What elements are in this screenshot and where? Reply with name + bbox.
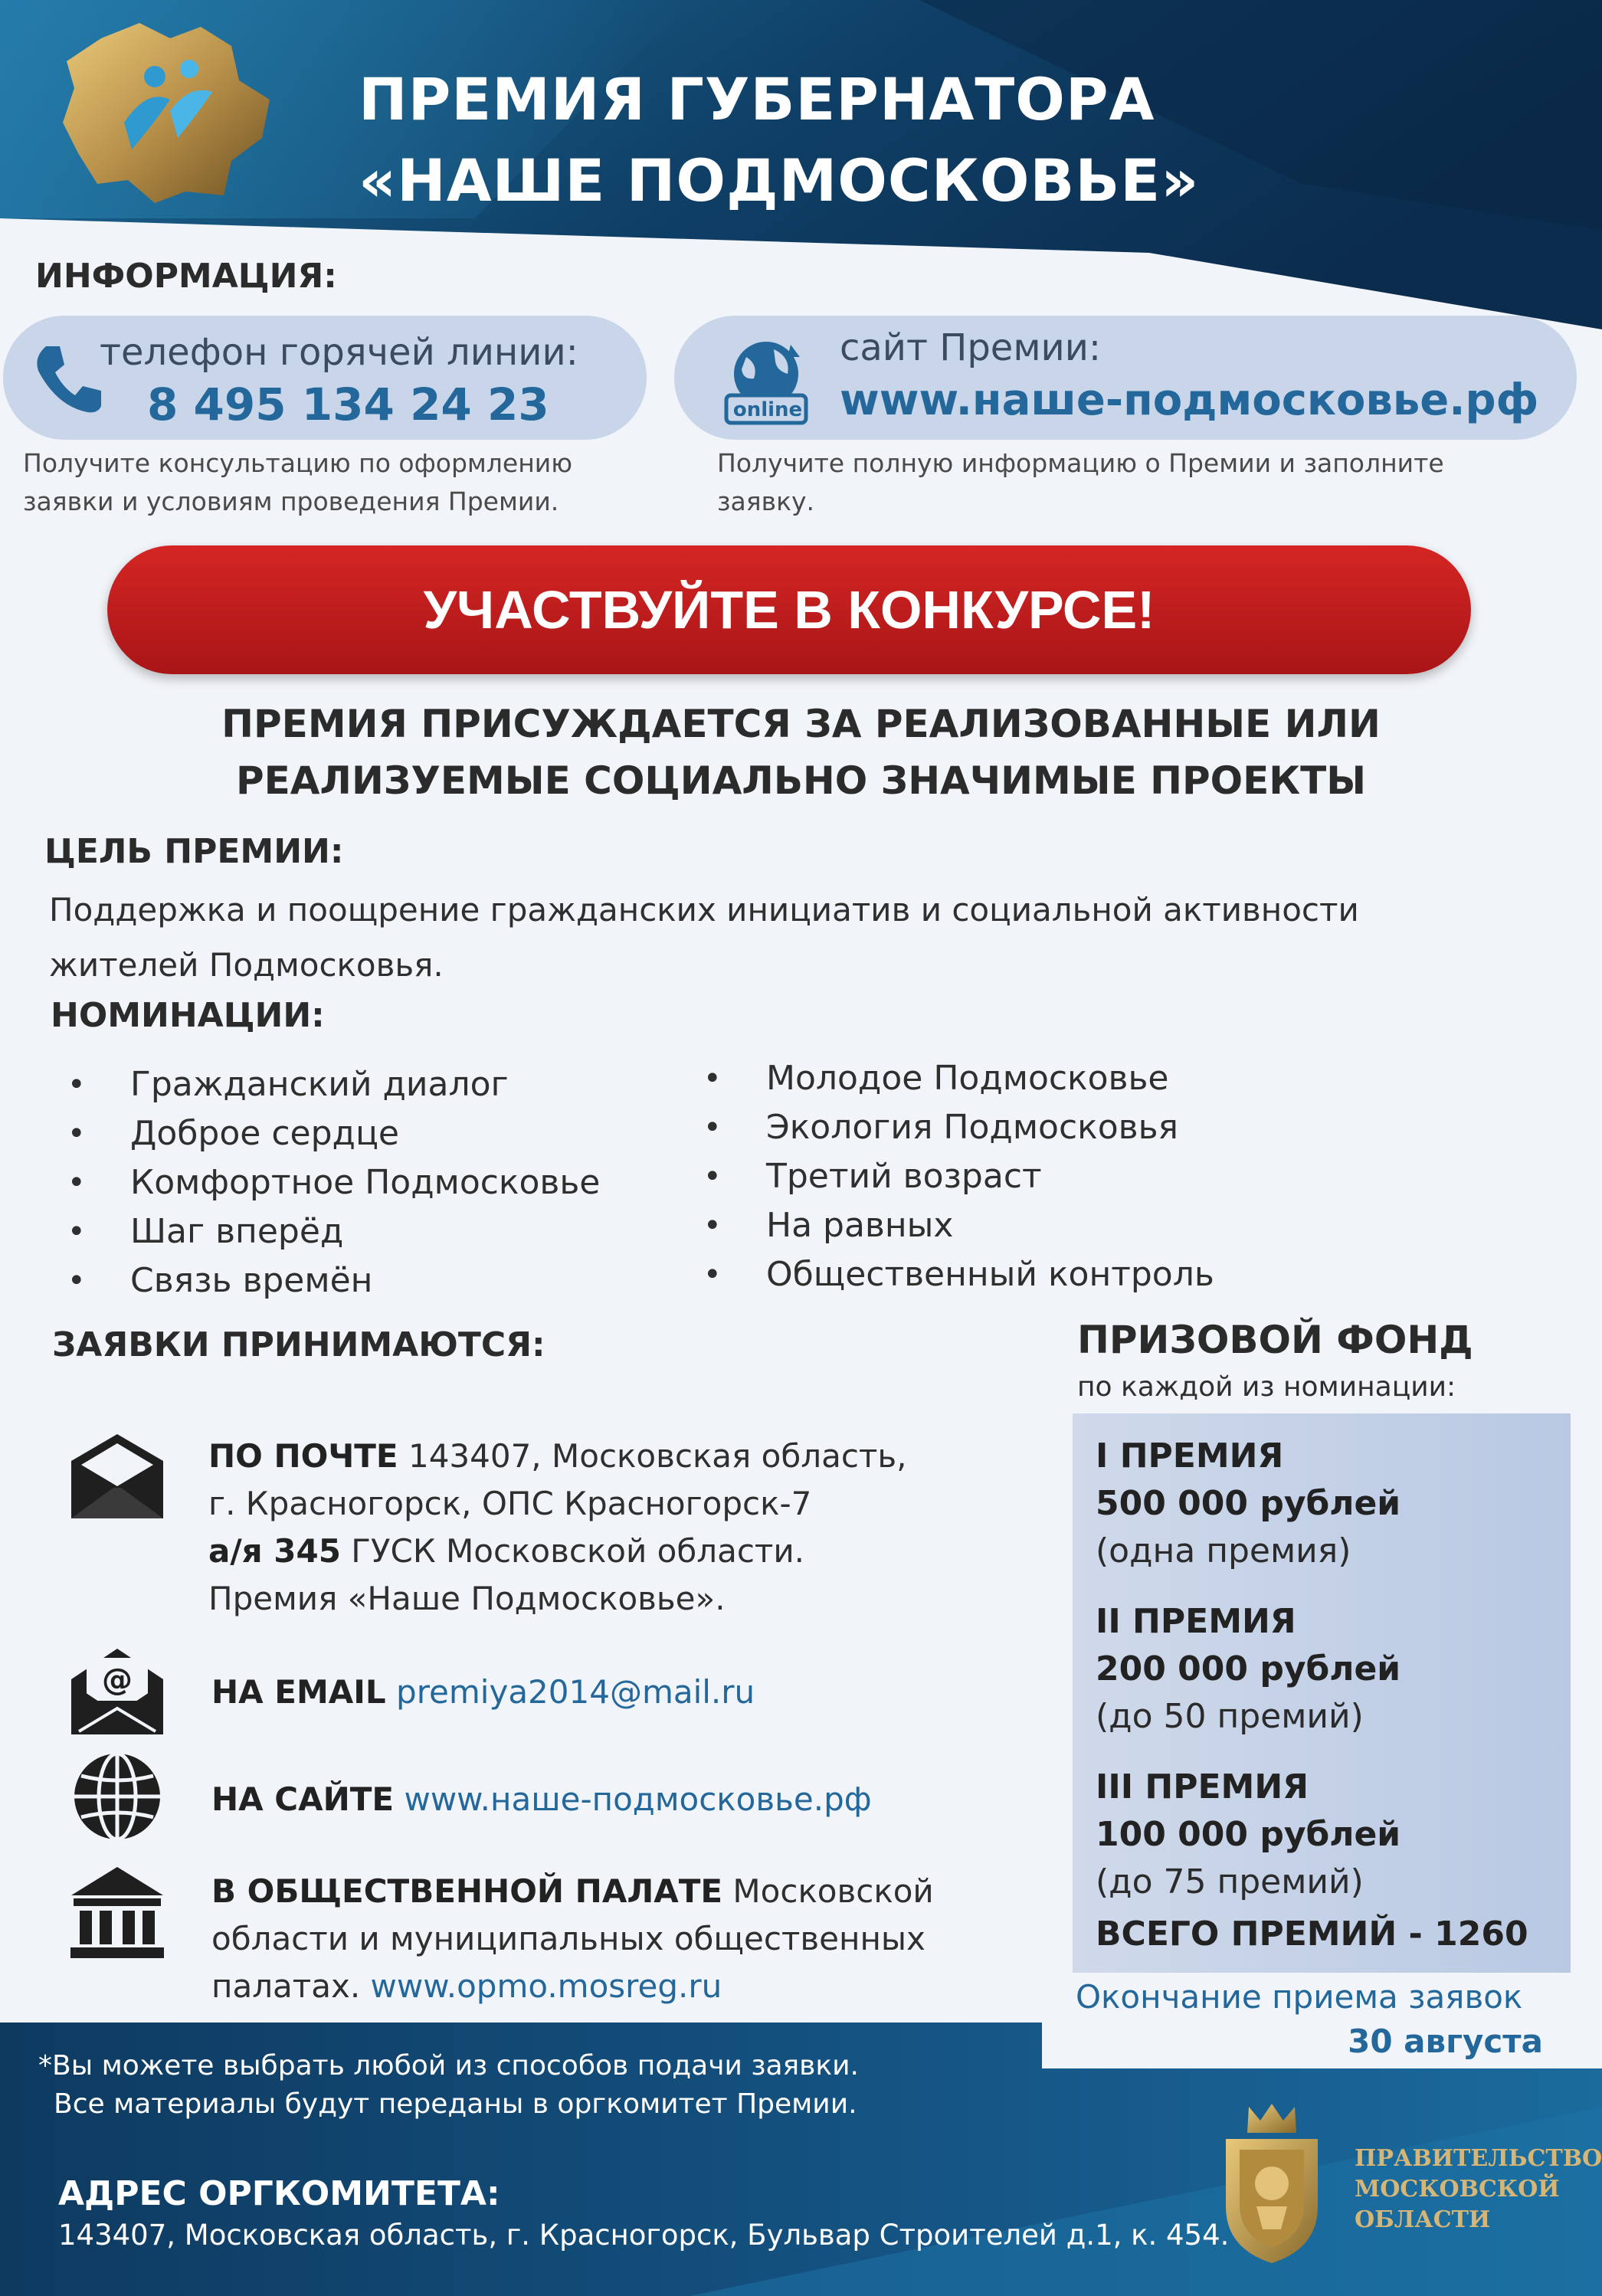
- goal-heading: ЦЕЛЬ ПРЕМИИ:: [44, 832, 344, 871]
- submission-chamber: [211, 1868, 934, 2010]
- nomination-label: Связь времён: [130, 1261, 373, 1300]
- goal-line-2: жителей Подмосковья.: [49, 946, 444, 984]
- footer-note-line-2: Все материалы будут переданы в оргкомитет Премии.: [54, 2088, 857, 2120]
- email-envelope-icon: [67, 1641, 167, 1741]
- nomination-label: Шаг вперёд: [130, 1212, 344, 1251]
- nomination-item: [703, 1054, 1214, 1103]
- nomination-item: [703, 1152, 1214, 1201]
- chamber-line-3: [211, 1963, 934, 2010]
- nomination-item: [703, 1103, 1214, 1152]
- submission-post: [208, 1433, 907, 1623]
- hotline-pill: [3, 316, 647, 440]
- prize-place: I ПРЕМИЯ: [1096, 1436, 1284, 1476]
- nomination-label: Доброе сердце: [130, 1114, 399, 1153]
- submission-site: [211, 1776, 872, 1823]
- prize-list: [1096, 1433, 1528, 1958]
- bullet-icon: •: [67, 1116, 86, 1151]
- nomination-label: Гражданский диалог: [130, 1065, 509, 1104]
- post-line-4: Премия «Наше Подмосковье».: [208, 1580, 726, 1617]
- nominations-left-list: [67, 1060, 600, 1305]
- hotline-label: телефон горячей линии:: [100, 331, 578, 374]
- gov-line-1: ПРАВИТЕЛЬСТВО: [1355, 2145, 1602, 2172]
- bullet-icon: •: [67, 1067, 86, 1102]
- prize-amount: 200 000 рублей: [1096, 1649, 1401, 1688]
- post-label: ПО ПОЧТЕ: [208, 1437, 398, 1475]
- prize-place: II ПРЕМИЯ: [1096, 1602, 1296, 1641]
- chamber-link[interactable]: www.opmo.mosreg.ru: [370, 1967, 722, 2005]
- nomination-item: [67, 1109, 600, 1158]
- bullet-icon: •: [67, 1214, 86, 1250]
- info-heading: ИНФОРМАЦИЯ:: [35, 257, 337, 296]
- nomination-label: Комфортное Подмосковье: [130, 1163, 601, 1202]
- chamber-line-1: [211, 1868, 934, 1915]
- prize-item-2: [1096, 1598, 1528, 1741]
- bullet-icon: •: [703, 1110, 722, 1145]
- deadline-label: Окончание приема заявок: [1076, 1978, 1523, 2016]
- building-columns-icon: [67, 1863, 167, 1963]
- goal-line-1: Поддержка и поощрение гражданских инициатив и социальной активности: [49, 891, 1359, 929]
- award-for-line-2: РЕАЛИЗУЕМЫЕ СОЦИАЛЬНО ЗНАЧИМЫЕ ПРОЕКТЫ: [235, 758, 1367, 803]
- coat-of-arms-icon: [1211, 2099, 1333, 2268]
- gov-line-2: МОСКОВСКОЙ: [1355, 2176, 1560, 2203]
- nomination-label: Молодое Подмосковье: [766, 1059, 1169, 1098]
- chamber-line-2: области и муниципальных общественных: [211, 1920, 925, 1957]
- bullet-icon: •: [703, 1208, 722, 1243]
- post-line-2: г. Красногорск, ОПС Красногорск-7: [208, 1485, 812, 1522]
- hotline-note-line-2: заявки и условиям проведения Премии.: [23, 486, 559, 516]
- site-note-line-2: заявку.: [717, 486, 815, 516]
- gov-line-3: ОБЛАСТИ: [1355, 2206, 1491, 2233]
- footer-note-line-1: *Вы можете выбрать любой из способов подачи заявки.: [38, 2050, 859, 2081]
- chamber-text-1: Московской: [722, 1872, 934, 1910]
- title-line-1: ПРЕМИЯ ГУБЕРНАТОРА: [359, 65, 1155, 133]
- svg-text:@: @: [102, 1662, 133, 1698]
- award-for-text: [0, 696, 1602, 809]
- nomination-label: Экология Подмосковья: [766, 1108, 1178, 1147]
- prize-count: (до 75 премий): [1096, 1862, 1364, 1901]
- prize-amount: 100 000 рублей: [1096, 1815, 1401, 1854]
- prize-item-3: [1096, 1764, 1528, 1906]
- region-map-logo: [55, 15, 285, 207]
- post-line-1: [208, 1433, 907, 1480]
- nomination-label: Третий возраст: [766, 1157, 1042, 1196]
- nomination-item: [703, 1250, 1214, 1299]
- nominations-heading: НОМИНАЦИИ:: [51, 996, 325, 1035]
- nominations-right-list: [703, 1054, 1214, 1299]
- address-heading: АДРЕС ОРГКОМИТЕТА:: [58, 2174, 500, 2213]
- chamber-text-3: палатах.: [211, 1967, 371, 2005]
- submission-heading: ЗАЯВКИ ПРИНИМАЮТСЯ:: [52, 1325, 545, 1364]
- hotline-phone[interactable]: 8 495 134 24 23: [147, 378, 549, 431]
- prize-item-1: [1096, 1433, 1528, 1575]
- prize-count: (одна премия): [1096, 1531, 1351, 1571]
- post-address-1: 143407, Московская область,: [398, 1437, 907, 1475]
- site-note: [717, 444, 1444, 521]
- site-label: сайт Премии:: [840, 326, 1102, 369]
- bullet-icon: •: [67, 1263, 86, 1299]
- post-line-3: [208, 1528, 907, 1575]
- post-address-3: ГУСК Московской области.: [340, 1532, 805, 1570]
- email-link[interactable]: premiya2014@mail.ru: [396, 1673, 755, 1711]
- post-box: а/я 345: [208, 1532, 341, 1570]
- online-badge: online: [732, 398, 803, 421]
- nomination-item: [67, 1060, 600, 1109]
- site-note-line-1: Получите полную информацию о Премии и заполните: [717, 448, 1444, 478]
- nomination-item: [67, 1256, 600, 1305]
- footer-note: [38, 2047, 859, 2124]
- nomination-item: [703, 1201, 1214, 1250]
- site-submit-link[interactable]: www.наше-подмосковье.рф: [404, 1780, 872, 1818]
- globe-icon: [67, 1747, 167, 1846]
- site-pill: [674, 316, 1577, 440]
- nomination-label: На равных: [766, 1206, 954, 1245]
- bullet-icon: •: [703, 1159, 722, 1194]
- nomination-item: [67, 1158, 600, 1207]
- address-text: 143407, Московская область, г. Красногорск, Бульвар Строителей д.1, к. 454.: [58, 2219, 1230, 2252]
- email-label: НА EMAIL: [211, 1673, 386, 1711]
- site-url[interactable]: www.наше-подмосковье.рф: [840, 375, 1539, 425]
- prize-place: III ПРЕМИЯ: [1096, 1767, 1309, 1806]
- hotline-note: [23, 444, 572, 521]
- chamber-label: В ОБЩЕСТВЕННОЙ ПАЛАТЕ: [211, 1872, 723, 1910]
- prize-heading: ПРИЗОВОЙ ФОНД: [1077, 1318, 1473, 1362]
- phone-icon: [29, 340, 106, 417]
- goal-text: [49, 883, 1359, 993]
- hotline-note-line-1: Получите консультацию по оформлению: [23, 448, 573, 478]
- bullet-icon: •: [67, 1165, 86, 1200]
- submission-email: [211, 1669, 755, 1716]
- bullet-icon: •: [703, 1257, 722, 1292]
- nomination-label: Общественный контроль: [766, 1255, 1214, 1294]
- bullet-icon: •: [703, 1061, 722, 1096]
- nomination-item: [67, 1207, 600, 1256]
- award-for-line-1: ПРЕМИЯ ПРИСУЖДАЕТСЯ ЗА РЕАЛИЗОВАННЫЕ ИЛИ: [221, 702, 1381, 746]
- envelope-open-icon: [67, 1426, 167, 1526]
- prize-amount: 500 000 рублей: [1096, 1484, 1401, 1523]
- prize-subheading: по каждой из номинации:: [1077, 1371, 1456, 1403]
- deadline-date: 30 августа: [1348, 2023, 1543, 2060]
- government-label: [1355, 2144, 1602, 2235]
- site-submit-label: НА САЙТЕ: [211, 1780, 395, 1818]
- title-line-2: «НАШЕ ПОДМОСКОВЬЕ»: [359, 146, 1200, 215]
- prize-total: ВСЕГО ПРЕМИЙ - 1260: [1096, 1914, 1528, 1954]
- participate-banner: УЧАСТВУЙТЕ В КОНКУРСЕ!: [107, 545, 1471, 674]
- prize-count: (до 50 премий): [1096, 1697, 1364, 1736]
